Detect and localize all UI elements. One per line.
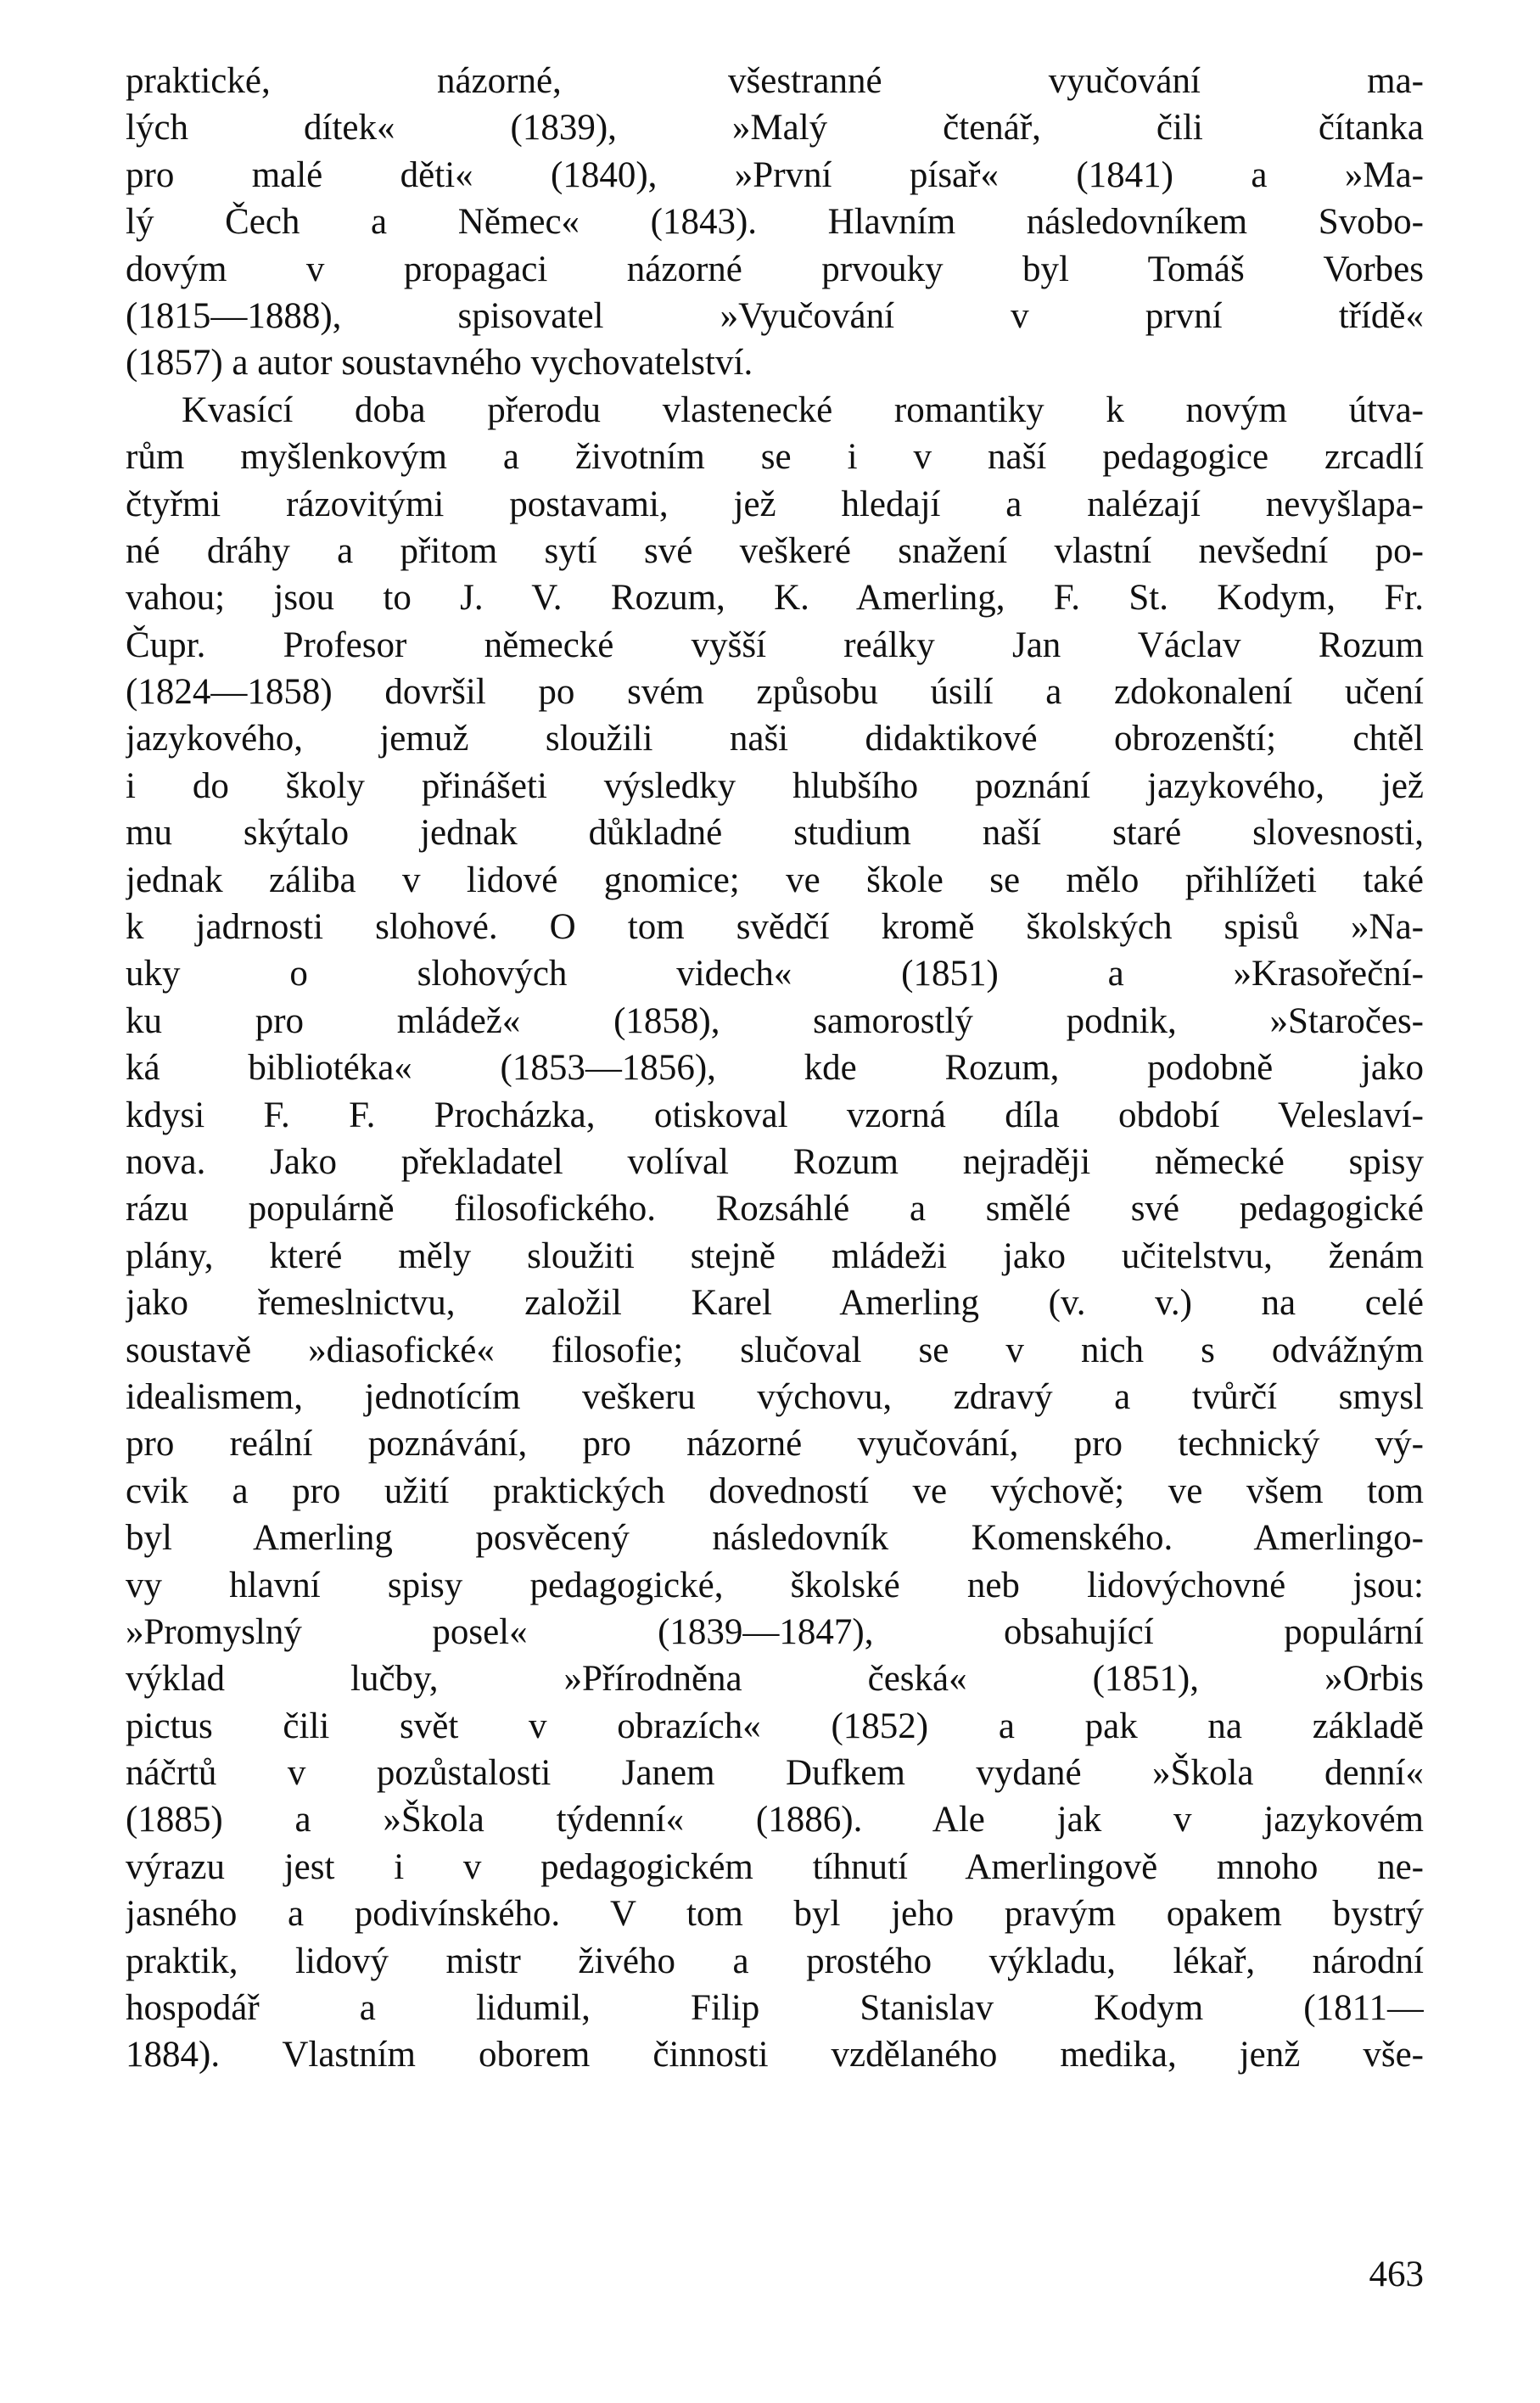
text-line: uky o slohových videch« (1851) a »Krasořeční- <box>126 954 1424 994</box>
text-line: jako řemeslnictvu, založil Karel Amerling (v. v.) na celé <box>126 1283 1424 1324</box>
paragraph-start: Kvasící doba přerodu vlastenecké romantiky k novým útva- <box>182 389 1424 430</box>
text-line: né dráhy a přitom sytí své veškeré snažení vlastní nevšední po- <box>126 530 1424 571</box>
text-line: byl Amerling posvěcený následovník Komenského. Amerlingo- <box>126 1518 1424 1559</box>
text-line: plány, které měly sloužiti stejně mládeži jako učitelstvu, ženám <box>126 1235 1424 1276</box>
text-line: praktické, názorné, všestranné vyučování ma- <box>126 61 1424 101</box>
page-body <box>126 58 1424 2079</box>
text-line: rům myšlenkovým a životním se i v naší pedagogice zrcadlí <box>126 437 1424 478</box>
text-line: soustavě »diasofické« filosofie; slučoval se v nich s odvážným <box>126 1330 1424 1370</box>
text-line: vy hlavní spisy pedagogické, školské neb lidovýchovné jsou: <box>126 1565 1424 1605</box>
text-line: vahou; jsou to J. V. Rozum, K. Amerling, F. St. Kodym, Fr. <box>126 578 1424 619</box>
text-line: »Promyslný posel« (1839—1847), obsahující populární <box>126 1611 1424 1652</box>
text-line: pro reální poznávání, pro názorné vyučování, pro technický vý- <box>126 1424 1424 1465</box>
text-line: idealismem, jednotícím veškeru výchovu, zdravý a tvůrčí smysl <box>126 1376 1424 1417</box>
text-line: (1815—1888), spisovatel »Vyučování v první třídě« <box>126 295 1424 336</box>
text-line: rázu populárně filosofického. Rozsáhlé a smělé své pedagogické <box>126 1189 1424 1230</box>
text-line: ku pro mládež« (1858), samorostlý podnik, »Staročes- <box>126 1000 1424 1041</box>
text-line: jednak záliba v lidové gnomice; ve škole se mělo přihlížeti také <box>126 860 1424 900</box>
text-line: výrazu jest i v pedagogickém tíhnutí Amerlingově mnoho ne- <box>126 1846 1424 1887</box>
text-line: kdysi F. F. Procházka, otiskoval vzorná díla období Veleslaví- <box>126 1095 1424 1135</box>
text-line: jasného a podivínského. V tom byl jeho pravým opakem bystrý <box>126 1894 1424 1935</box>
text-line: Čupr. Profesor německé vyšší reálky Jan Václav Rozum <box>126 625 1424 665</box>
text-line: (1857) a autor soustavného vychovatelství. <box>126 343 753 384</box>
text-line: (1824—1858) dovršil po svém způsobu úsilí a zdokonalení učení <box>126 672 1424 713</box>
text-line: cvik a pro užití praktických dovedností ve výchově; ve všem tom <box>126 1470 1424 1511</box>
text-line: dovým v propagaci názorné prvouky byl Tomáš Vorbes <box>126 249 1424 289</box>
text-line: 1884). Vlastním oborem činnosti vzdělaného medika, jenž vše- <box>126 2035 1424 2075</box>
text-line: lý Čech a Němec« (1843). Hlavním následovníkem Svobo- <box>126 202 1424 243</box>
text-line: mu skýtalo jednak důkladné studium naší staré slovesnosti, <box>126 813 1424 854</box>
text-line: ká bibliotéka« (1853—1856), kde Rozum, podobně jako <box>126 1048 1424 1089</box>
text-line: pro malé děti« (1840), »První písař« (1841) a »Ma- <box>126 154 1424 195</box>
text-line: nova. Jako překladatel volíval Rozum nejraději německé spisy <box>126 1141 1424 1182</box>
text-line: i do školy přinášeti výsledky hlubšího poznání jazykového, jež <box>126 765 1424 806</box>
text-line: praktik, lidový mistr živého a prostého výkladu, lékař, národní <box>126 1941 1424 1981</box>
text-line: hospodář a lidumil, Filip Stanislav Kodym (1811— <box>126 1988 1424 2029</box>
text-line: náčrtů v pozůstalosti Janem Dufkem vydané »Škola denní« <box>126 1753 1424 1794</box>
page-number: 463 <box>1369 2255 1424 2294</box>
text-line: k jadrnosti slohové. O tom svědčí kromě školských spisů »Na- <box>126 907 1424 948</box>
text-line: čtyřmi rázovitými postavami, jež hledají a nalézají nevyšlapa- <box>126 484 1424 524</box>
text-line: jazykového, jemuž sloužili naši didaktikové obrozenští; chtěl <box>126 719 1424 759</box>
text-line: (1885) a »Škola týdenní« (1886). Ale jak v jazykovém <box>126 1800 1424 1840</box>
text-line: pictus čili svět v obrazích« (1852) a pak na základě <box>126 1706 1424 1746</box>
text-line: lých dítek« (1839), »Malý čtenář, čili čítanka <box>126 108 1424 148</box>
text-line: výklad lučby, »Přírodněna česká« (1851), »Orbis <box>126 1659 1424 1700</box>
